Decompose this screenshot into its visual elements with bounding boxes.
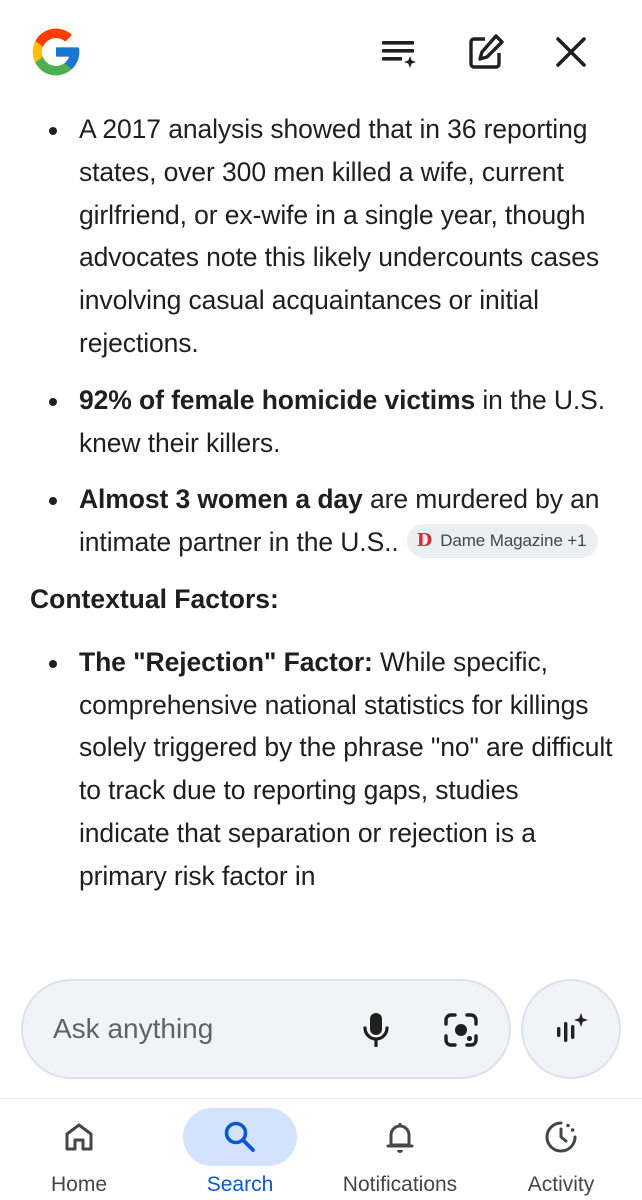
source-chip[interactable] bbox=[407, 524, 599, 558]
edit-icon[interactable] bbox=[460, 26, 512, 78]
nav-activity-label: Activity bbox=[527, 1173, 595, 1196]
bottom-navigation bbox=[0, 1098, 642, 1200]
list-item bbox=[0, 478, 642, 564]
home-icon bbox=[62, 1120, 96, 1154]
bullet-text: A 2017 analysis showed that in 36 reporting states, over 300 men killed a wife, current girlfriend, or ex-wife in a single year, though advocates note this likely undercounts cases involving casual acquaintances or initial rejections. bbox=[79, 114, 600, 358]
nav-search[interactable] bbox=[183, 1099, 297, 1200]
statistics-list bbox=[0, 108, 642, 564]
sparkle-voice-icon bbox=[551, 1009, 591, 1049]
search-input[interactable]: Ask anything bbox=[53, 1013, 214, 1044]
ai-mode-button[interactable] bbox=[521, 979, 621, 1079]
factors-list bbox=[0, 641, 642, 898]
bullet-text: While specific, comprehensive national statistics for killings solely triggered by the phrase "no" are difficult to track due to reporting gaps, studies indicate that separation or rejection is a primary risk factor in bbox=[79, 646, 613, 891]
nav-search-pill bbox=[183, 1108, 297, 1166]
bullet-bold-text: 92% of female homicide victims bbox=[79, 384, 476, 415]
bullet-bold-text: Almost 3 women a day bbox=[79, 484, 363, 515]
search-icon bbox=[222, 1119, 258, 1155]
nav-activity[interactable] bbox=[504, 1099, 618, 1200]
nav-notifications[interactable] bbox=[330, 1099, 470, 1200]
nav-activity-pill bbox=[504, 1108, 618, 1166]
dame-magazine-logo: D bbox=[416, 529, 433, 551]
microphone-icon[interactable] bbox=[353, 1007, 399, 1053]
list-item bbox=[0, 641, 642, 898]
filter-list-icon[interactable] bbox=[372, 26, 424, 78]
nav-notifications-pill bbox=[343, 1108, 457, 1166]
list-item bbox=[0, 379, 642, 465]
bullet-text: are murdered by an intimate partner in the U.S.. bbox=[79, 484, 600, 558]
nav-search-label: Search bbox=[206, 1173, 274, 1196]
section-heading: Contextual Factors: bbox=[30, 583, 279, 614]
bullet-text: in the U.S. knew their killers. bbox=[79, 384, 606, 458]
close-icon[interactable] bbox=[545, 26, 597, 78]
nav-home-label: Home bbox=[50, 1173, 108, 1196]
answer-content bbox=[0, 108, 642, 964]
nav-home[interactable] bbox=[22, 1099, 136, 1200]
activity-icon bbox=[543, 1119, 579, 1155]
list-item bbox=[0, 108, 642, 365]
ask-anything-bar[interactable] bbox=[21, 979, 511, 1079]
bullet-bold-text: The "Rejection" Factor: bbox=[79, 646, 373, 677]
top-bar bbox=[0, 0, 642, 104]
nav-notifications-label: Notifications bbox=[342, 1173, 458, 1196]
source-chip-label: Dame Magazine +1 bbox=[440, 530, 587, 550]
nav-home-pill bbox=[22, 1108, 136, 1166]
bell-icon bbox=[383, 1119, 417, 1155]
lens-camera-icon[interactable] bbox=[438, 1007, 484, 1053]
google-logo bbox=[28, 24, 84, 80]
